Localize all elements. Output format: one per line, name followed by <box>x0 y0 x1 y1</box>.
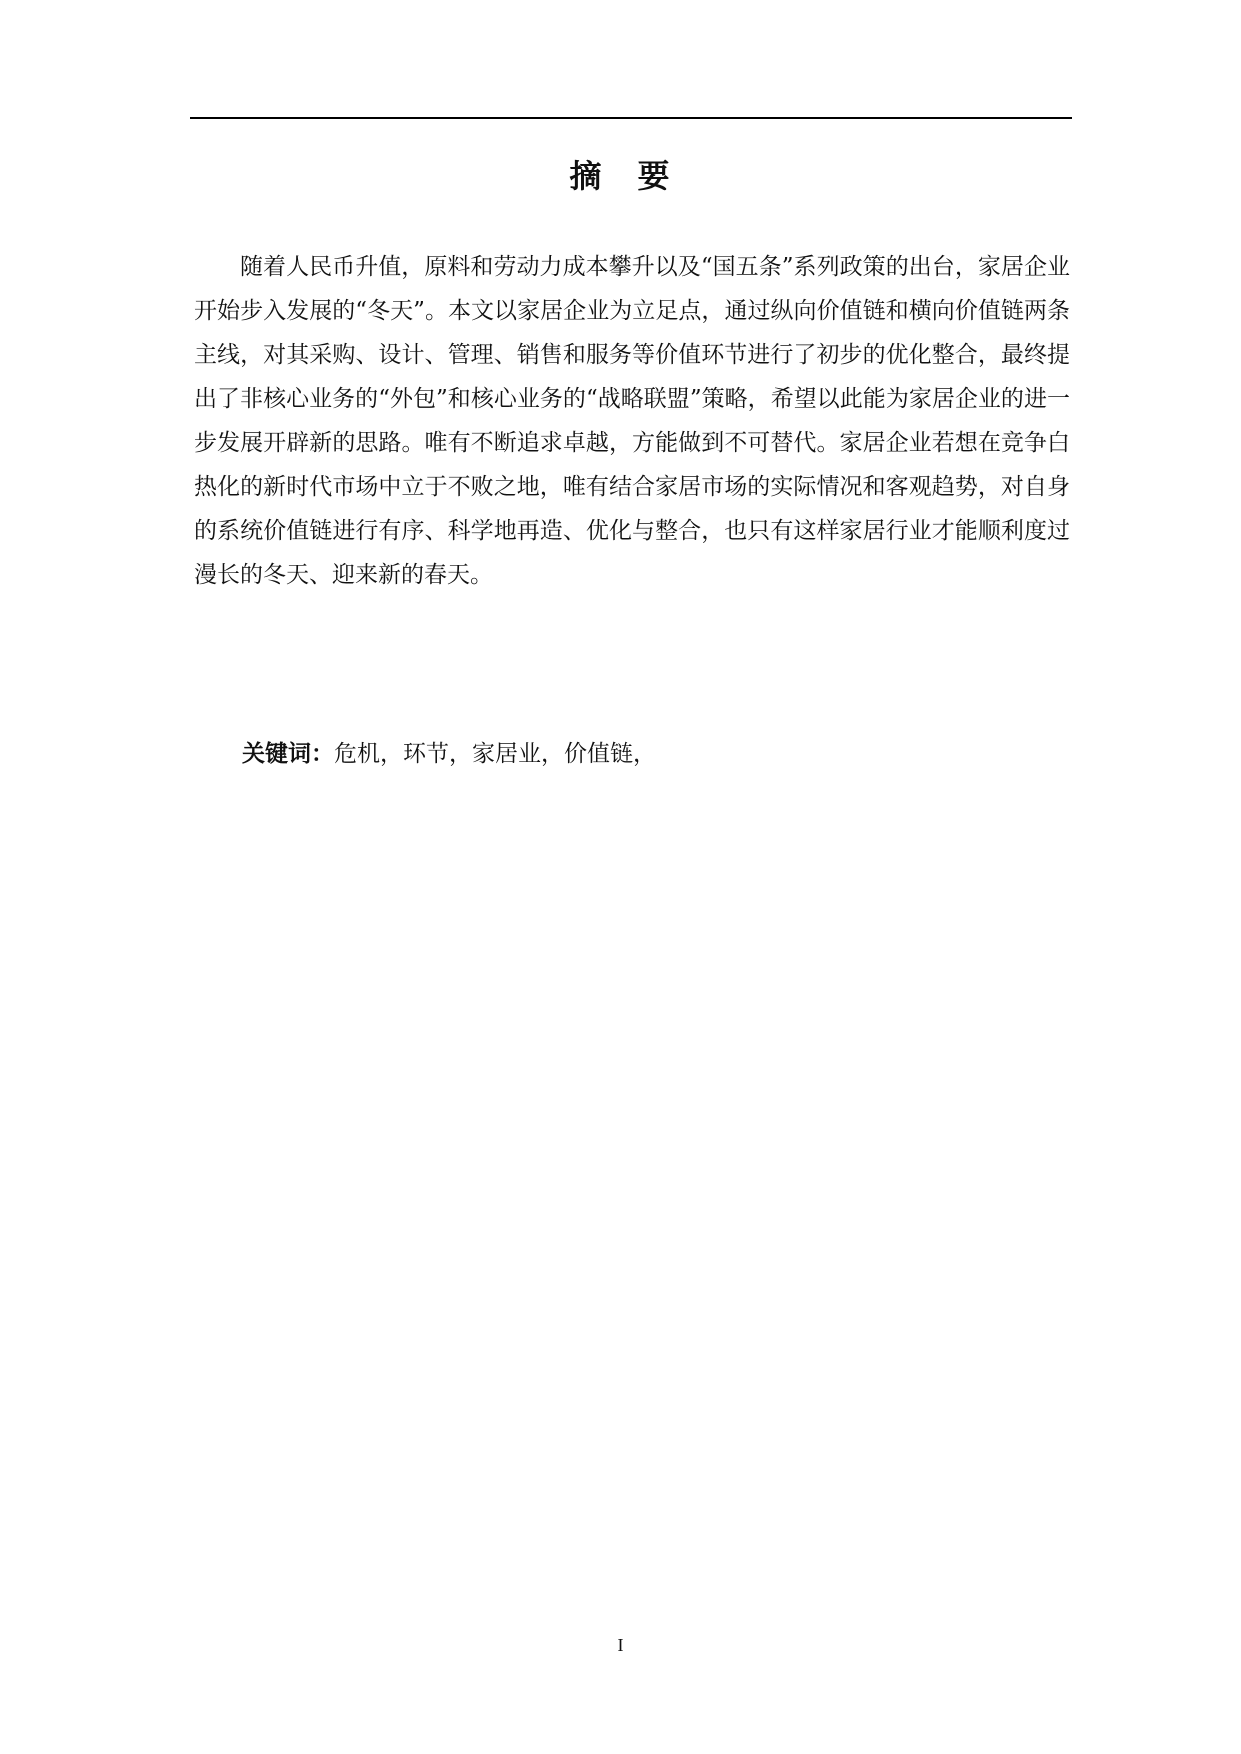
keywords-line <box>242 732 1070 776</box>
abstract-paragraph: 随着人民币升值，原料和劳动力成本攀升以及“国五条”系列政策的出台，家居企业开始步入发展的“冬天”。本文以家居企业为立足点，通过纵向价值链和横向价值链两条主线，对其采购、设计、管理、销售和服务等价值环节进行了初步的优化整合，最终提出了非核心业务的“外包”和核心业务的“战略联盟”策略，希望以此能为家居企业的进一步发展开辟新的思路。唯有不断追求卓越，方能做到不可替代。家居企业若想在竞争白热化的新时代市场中立于不败之地，唯有结合家居市场的实际情况和客观趋势，对自身的系统价值链进行有序、科学地再造、优化与整合，也只有这样家居行业才能顺利度过漫长的冬天、迎来新的春天。 <box>194 254 1070 588</box>
keywords-label: 关键词： <box>242 741 334 767</box>
header-rule <box>190 117 1072 119</box>
keywords-text: 危机，环节，家居业，价值链， <box>334 741 656 767</box>
page-title: 摘 要 <box>569 157 672 195</box>
page-number: I <box>617 1635 624 1655</box>
